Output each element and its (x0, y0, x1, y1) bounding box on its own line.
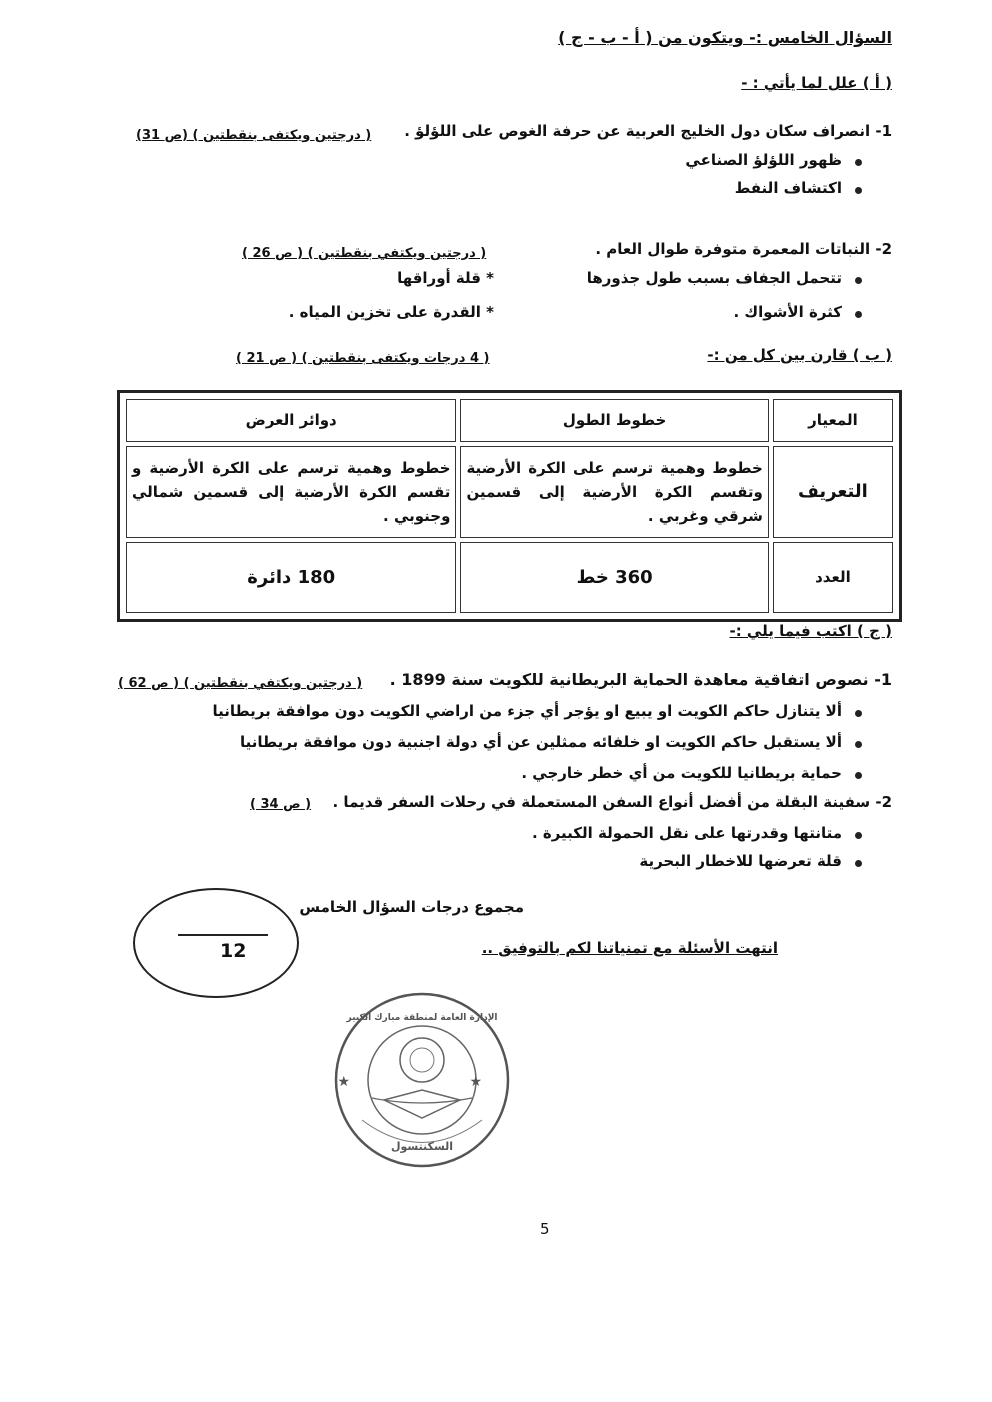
table-cell: التعريف (773, 446, 893, 538)
table-cell: خطوط وهمية ترسم على الكرة الأرضية و تقسم الكرة الأرضية إلى قسمين شمالي وجنوبي . (126, 446, 456, 538)
section-a-q2-answer: تتحمل الجفاف بسبب طول جذورها (586, 269, 842, 287)
section-c-q2-answer: متانتها وقدرتها على نقل الحمولة الكبيرة . (531, 824, 842, 842)
bullet-icon (855, 187, 862, 194)
section-a-q2-answer: * قلة أوراقها (397, 269, 494, 287)
bullet-icon (855, 832, 862, 839)
section-a-q1-answer: اكتشاف النفط (734, 179, 842, 197)
table-cell: العدد (773, 542, 893, 613)
section-c-q2-text: 2- سفينة البقلة من أفضل أنواع السفن المستعملة في رحلات السفر قديما . (332, 793, 892, 811)
table-cell: 180 دائرة (126, 542, 456, 613)
official-seal-icon (332, 990, 512, 1170)
total-label: مجموع درجات السؤال الخامس (299, 898, 524, 916)
table-row (126, 446, 893, 538)
bullet-icon (855, 741, 862, 748)
bullet-icon (855, 277, 862, 284)
section-c-q1-answer: ألا يستقبل حاكم الكويت او خلفائه ممثلين عن أي دولة اجنبية دون موافقة بريطانيا (239, 733, 842, 751)
page-number: 5 (540, 1220, 550, 1238)
bullet-icon (855, 860, 862, 867)
table-row (126, 542, 893, 613)
section-a-q1-marks: ( درجتين ويكتفى بنقطتين ) (ص 31) (136, 128, 372, 143)
bullet-icon (855, 710, 862, 717)
section-c-q1-answer: حماية بريطانيا للكويت من أي خطر خارجي . (521, 764, 842, 782)
section-a-q1-answer: ظهور اللؤلؤ الصناعي (685, 151, 842, 169)
section-a-q2-answer: * القدرة على تخزين المياه . (288, 303, 494, 321)
section-c-heading: ( ج ) اكتب فيما يلي :- (729, 622, 892, 640)
table-header-row (126, 399, 893, 442)
section-a-q1-text: 1- انصراف سكان دول الخليج العربية عن حرفة الغوص على اللؤلؤ . (404, 122, 892, 140)
section-c-q1-text: 1- نصوص اتفاقية معاهدة الحماية البريطانية للكويت سنة 1899 . (389, 670, 892, 689)
closing-text: انتهت الأسئلة مع تمنياتنا لكم بالتوفيق .. (481, 939, 778, 957)
svg-text:السكنتسول: السكنتسول (390, 1140, 454, 1153)
section-b-marks: ( 4 درجات ويكتفى بنقطتين ) ( ص 21 ) (236, 351, 490, 366)
section-a-q2-marks: ( درجتين ويكتفي بنقطتين ) ( ص 26 ) (242, 246, 487, 261)
table-header-cell: المعيار (773, 399, 893, 442)
section-a-q2-text: 2- النباتات المعمرة متوفرة طوال العام . (595, 240, 892, 258)
total-score: 12 (220, 940, 247, 962)
section-c-q2-answer: قلة تعرضها للاخطار البحرية (639, 852, 842, 870)
bullet-icon (855, 772, 862, 779)
bullet-icon (855, 311, 862, 318)
table-cell: خطوط وهمية ترسم على الكرة الأرضية وتقسم الكرة الأرضية إلى قسمين شرقي وغربي . (460, 446, 768, 538)
section-c-q1-marks: ( درجتين ويكتفي بنقطتين ) ( ص 62 ) (118, 676, 363, 691)
bullet-icon (855, 159, 862, 166)
section-a-q2-answer: كثرة الأشواك . (733, 303, 842, 321)
svg-text:★: ★ (337, 1074, 350, 1090)
section-b-heading: ( ب ) قارن بين كل من :- (707, 346, 892, 364)
comparison-table (117, 390, 902, 622)
table-header-cell: خطوط الطول (460, 399, 768, 442)
svg-text:الإدارة العامة لمنطقة مبارك ال: الإدارة العامة لمنطقة مبارك الكبير (346, 1013, 498, 1023)
table-cell: 360 خط (460, 542, 768, 613)
section-c-q1-answer: ألا يتنازل حاكم الكويت او يبيع او يؤجر أي جزء من اراضي الكويت دون موافقة بريطانيا (212, 702, 842, 720)
question-title: السؤال الخامس :- ويتكون من ( أ - ب - ج ) (558, 28, 892, 47)
table-header-cell: دوائر العرض (126, 399, 456, 442)
section-c-q2-marks: ( ص 34 ) (250, 797, 312, 812)
score-divider (178, 934, 268, 936)
section-a-heading: ( أ ) علل لما يأتي : - (741, 74, 892, 92)
score-oval (133, 888, 299, 998)
svg-text:★: ★ (469, 1074, 482, 1090)
